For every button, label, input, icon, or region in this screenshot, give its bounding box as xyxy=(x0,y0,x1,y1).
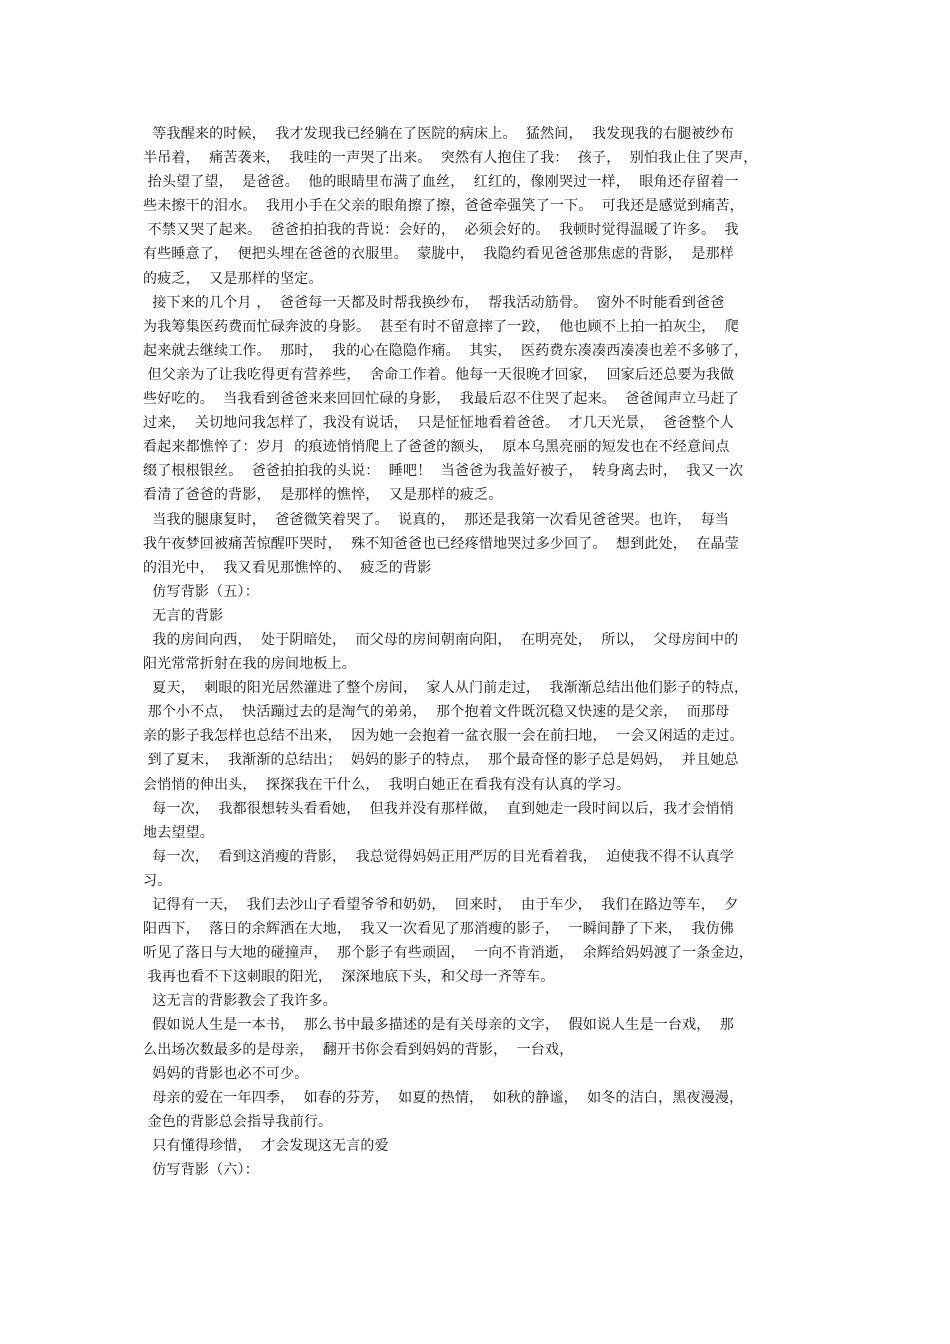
section-heading: 仿写背影（六）： xyxy=(143,1162,259,1179)
text-line: 听见了落日与大地的碰撞声， 那个影子有些顽固， 一向不肯消逝， 余辉给妈妈渡了一条金边， xyxy=(143,945,754,962)
text-line: 接下来的几个月 ， 爸爸每一天都及时帮我换纱布， 帮我活动筋骨。 窗外不时能看到爸爸 xyxy=(143,294,725,311)
text-line: 每一次， 我都很想转头看看她， 但我并没有那样做， 直到她走一段时间以后，我才会悄悄 xyxy=(143,800,734,817)
text-line: 缀了根根银丝。 爸爸拍拍我的头说： 睡吧！ 当爸爸为我盖好被子， 转身离去时， 我又一次 xyxy=(143,463,744,480)
section-heading: 仿写背影（五）： xyxy=(143,583,259,600)
text-line: 起来就去继续工作。 那时， 我的心在隐隐作痛。 其实， 医药费东凑凑西凑凑也差不多够了， xyxy=(143,342,749,359)
text-line: 阳西下， 落日的余辉洒在大地， 我又一次看见了那消瘦的影子， 一瞬间静了下来， 我仿佛 xyxy=(143,921,734,938)
text-line: 亲的影子我怎样也总结不出来， 因为她一会抱着一盆衣服一会在前扫地， 一会又闲适的走过。 xyxy=(143,728,744,745)
text-line: 到了夏末， 我渐渐的总结出； 妈妈的影子的特点， 那个最奇怪的影子总是妈妈， 并且她总 xyxy=(143,752,739,769)
text-line: 当我的腿康复时， 爸爸微笑着哭了。 说真的， 那还是我第一次看见爸爸哭。也许， 每当 xyxy=(143,511,730,528)
text-line: 我再也看不下这刺眼的阳光， 深深地底下头，和父母一齐等车。 xyxy=(143,969,555,986)
text-line: 只有懂得珍惜， 才会发现这无言的爱 xyxy=(143,1137,389,1154)
text-line: 记得有一天， 我们去沙山子看望爷爷和奶奶， 回来时， 由于车少， 我们在路边等车， 夕 xyxy=(143,897,739,913)
text-line: 半吊着， 痛苦袭来， 我哇的一声哭了出来。 突然有人抱住了我： 孩子， 别怕我止住了哭声， xyxy=(143,150,758,167)
text-line: 地去望望。 xyxy=(143,824,214,841)
text-line: 的疲乏， 又是那样的坚定。 xyxy=(143,270,323,287)
text-line: 些好吃的。 当我看到爸爸来来回回忙碌的身影， 我最后忍不住哭了起来。 爸爸闻声立马赶了 xyxy=(143,391,739,408)
text-line: 些未擦干的泪水。 我用小手在父亲的眼角擦了擦，爸爸牵强笑了一下。 可我还是感觉到痛苦， xyxy=(143,198,744,215)
text-line: 假如说人生是一本书， 那么书中最多描述的是有关母亲的文字， 假如说人生是一台戏， 那 xyxy=(143,1017,734,1034)
text-line: 但父亲为了让我吃得更有营养些， 舍命工作着。他每一天很晚才回家， 回家后还总要为我做 xyxy=(143,366,735,383)
text-line: 会悄悄的伸出头， 探探我在干什么， 我明白她正在看我有没有认真的学习。 xyxy=(143,776,631,793)
text-line: 每一次， 看到这消瘦的背影， 我总觉得妈妈正用严厉的目光看着我， 迫使我不得不认真学 xyxy=(143,848,734,865)
text-line: 看起来都憔悴了：岁月 的痕迹悄悄爬上了爸爸的额头， 原本乌黑亮丽的短发也在不经意间点 xyxy=(143,439,730,456)
text-line: 不禁又哭了起来。 爸爸拍拍我的背说：会好的， 必须会好的。 我顿时觉得温暖了许多。 我 xyxy=(143,222,739,239)
text-line: 有些睡意了， 便把头埋在爸爸的衣服里。 蒙胧中， 我隐约看见爸爸那焦虑的背影， 是那样 xyxy=(143,246,734,263)
text-line: 过来， 关切地问我怎样了，我没有说话， 只是怔怔地看着爸爸。 才几天光景， 爸爸整个人 xyxy=(143,415,734,432)
text-line: 抬头望了望， 是爸爸。 他的眼睛里布满了血丝， 红红的，像刚哭过一样， 眼角还存留着一 xyxy=(143,174,739,191)
text-line: 金色的背影总会指导我前行。 xyxy=(143,1113,333,1130)
text-line: 母亲的爱在一年四季， 如春的芬芳， 如夏的热情， 如秋的静谧， 如冬的洁白，黑夜漫漫， xyxy=(143,1089,744,1106)
text-line: 看清了爸爸的背影， 是那样的憔悴， 又是那样的疲乏。 xyxy=(143,487,503,504)
text-line: 我午夜梦回被痛苦惊醒吓哭时， 殊不知爸爸也已经疼惜地哭过多少回了。 想到此处， 在晶莹 xyxy=(143,535,739,552)
text-line: 习。 xyxy=(143,872,172,889)
text-line: 夏天， 刺眼的阳光居然灌进了整个房间， 家人从门前走过， 我渐渐总结出他们影子的特点， xyxy=(143,680,749,697)
text-line: 为我筹集医药费而忙碌奔波的身影。 甚至有时不留意摔了一跤， 他也顾不上拍一拍灰尘， 爬 xyxy=(143,318,739,335)
text-line: 阳光常常折射在我的房间地板上。 xyxy=(143,656,356,673)
text-line: 这无言的背影教会了我许多。 xyxy=(143,993,337,1010)
text-line: 妈妈的背影也必不可少。 xyxy=(143,1065,309,1082)
text-line: 么出场次数最多的是母亲， 翻开书你会看到妈妈的背影， 一台戏， xyxy=(143,1041,574,1058)
document-body xyxy=(143,122,813,1182)
text-line: 等我醒来的时候， 我才发现我已经躺在了医院的病床上。 猛然间， 我发现我的右腿被纱布 xyxy=(143,126,734,142)
text-line: 的泪光中， 我又看见那憔悴的、 疲乏的背影 xyxy=(143,559,432,576)
text-line: 我的房间向西， 处于阴暗处， 而父母的房间朝南向阳， 在明亮处， 所以， 父母房间中的 xyxy=(143,631,739,648)
text-line: 那个小不点， 快活蹦过去的是淘气的弟弟， 那个抱着文件既沉稳又快速的是父亲， 而那母 xyxy=(143,704,730,721)
article-title: 无言的背影 xyxy=(143,607,224,624)
